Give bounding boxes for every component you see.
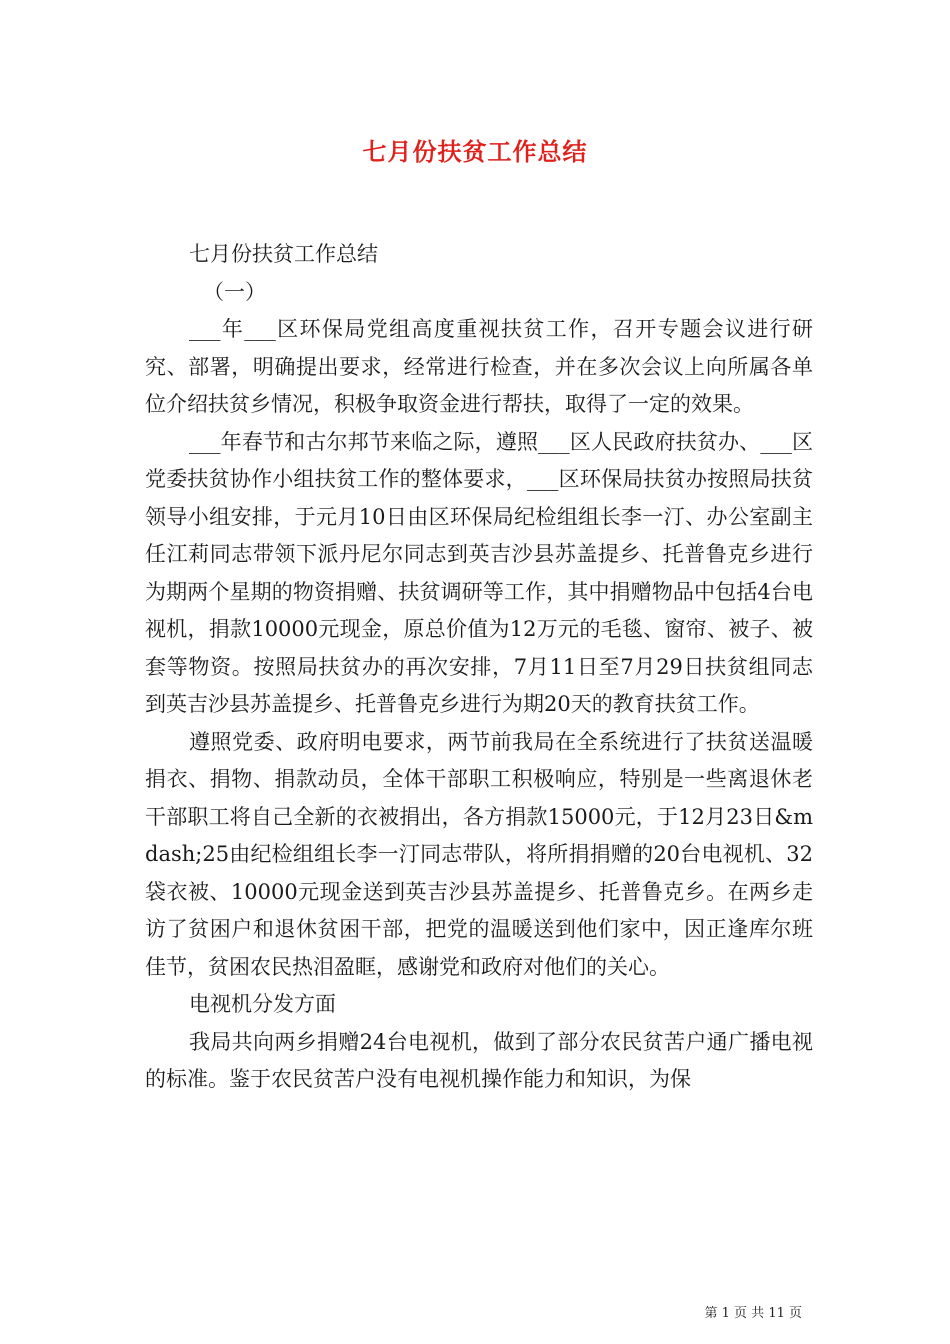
section-heading: 电视机分发方面 <box>189 992 336 1016</box>
document-body <box>145 236 813 1099</box>
document-title: 七月份扶贫工作总结 <box>362 137 588 166</box>
page-indicator: 第 1 页 共 11 页 <box>704 1306 802 1321</box>
subtitle-paragraph: 七月份扶贫工作总结 <box>189 242 378 266</box>
body-paragraph: 我局共向两乡捐赠24台电视机，做到了部分农民贫苦户通广播电视的标准。鉴于农民贫苦户没有电视机操作能力和知识，为保 <box>145 1029 813 1091</box>
body-paragraph: ___年春节和古尔邦节来临之际，遵照___区人民政府扶贫办、___区党委扶贫协作小组扶贫工作的整体要求，___区环保局扶贫办按照局扶贫领导小组安排，于元月10日由区环保局纪检组组长李一汀、办公室副主任江莉同志带领下派丹尼尔同志到英吉沙县苏盖提乡、托普鲁克乡进行为期两个星期的物资捐赠、扶贫调研等工作，其中捐赠物品中包括4台电视机，捐款10000元现金，原总价值为12万元的毛毯、窗帘、被子、被套等物资。按照局扶贫办的再次安排，7月11日至7月29日扶贫组同志到英吉沙县苏盖提乡、托普鲁克乡进行为期20天的教育扶贫工作。 <box>145 429 813 716</box>
body-paragraph: ___年___区环保局党组高度重视扶贫工作，召开专题会议进行研究、部署，明确提出要求，经常进行检查，并在多次会议上向所属各单位介绍扶贫乡情况，积极争取资金进行帮扶，取得了一定的效果。 <box>145 317 813 416</box>
body-paragraph: 遵照党委、政府明电要求，两节前我局在全系统进行了扶贫送温暖捐衣、捐物、捐款动员，全体干部职工积极响应，特别是一些离退休老干部职工将自己全新的衣被捐出，各方捐款15000元，于12月23日&mdash;25由纪检组组长李一汀同志带队，将所捐捐赠的20台电视机、32袋衣被、10000元现金送到英吉沙县苏盖提乡、托普鲁克乡。在两乡走访了贫困户和退休贫困干部，把党的温暖送到他们家中，因正逢库尔班佳节，贫困农民热泪盈眶，感谢党和政府对他们的关心。 <box>145 729 813 979</box>
section-number: （一） <box>203 279 266 304</box>
